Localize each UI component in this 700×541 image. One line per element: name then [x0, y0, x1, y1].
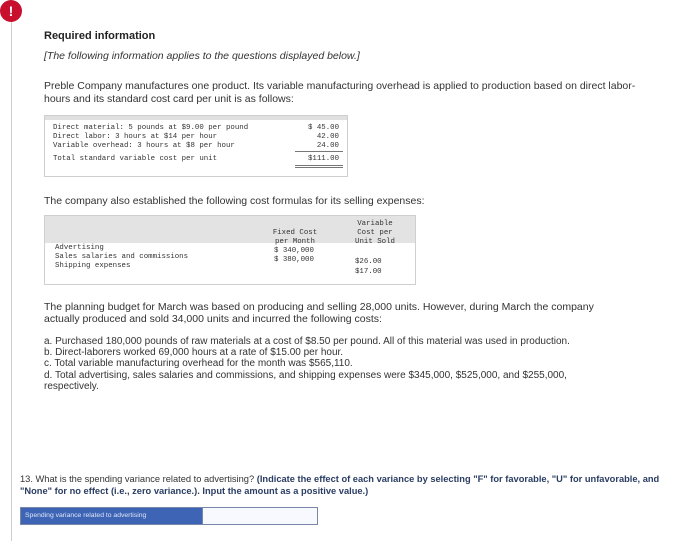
cost-card-amount: 42.00	[316, 133, 339, 141]
selling-row-label: Sales salaries and commissions	[55, 253, 189, 261]
alert-icon: !	[0, 0, 22, 22]
question-text	[20, 474, 660, 497]
actual-costs-list	[44, 336, 624, 392]
selling-row-variable: $17.00	[355, 268, 382, 276]
selling-row-label: Advertising	[55, 244, 104, 252]
cost-card-label: Total standard variable cost per unit	[53, 155, 218, 163]
cost-card-header	[45, 116, 347, 120]
col-fixed-header: Fixed Cost	[272, 229, 318, 237]
selling-row-variable: $26.00	[355, 258, 382, 266]
selling-row-fixed: $ 340,000	[274, 247, 314, 255]
spending-variance-input[interactable]	[202, 508, 317, 524]
subtotal-rule	[295, 151, 343, 152]
response-row	[20, 507, 318, 525]
col-variable-header: Cost per	[357, 229, 393, 237]
col-fixed-header: per Month	[275, 238, 315, 246]
col-variable-header: Unit Sold	[355, 238, 395, 246]
col-variable-header: Variable	[357, 220, 393, 228]
planning-paragraph: The planning budget for March was based on producing and selling 28,000 units. However, during March the company actually produced and sold 34,000 units and incurred the following costs:	[44, 301, 594, 325]
list-item: b. Direct-laborers worked 69,000 hours at a rate of $15.00 per hour.	[44, 347, 344, 359]
cost-card-label: Variable overhead: 3 hours at $8 per hour	[53, 142, 235, 150]
standard-cost-card	[44, 115, 348, 177]
selling-heading: The company also established the following cost formulas for its selling expenses:	[44, 195, 425, 207]
cost-card-amount: $ 45.00	[307, 124, 339, 132]
list-item: a. Purchased 180,000 pounds of raw materials at a cost of $8.50 per pound. All of this material was used in production.	[44, 336, 570, 347]
problem-paragraph: Preble Company manufactures one product. Its variable manufacturing overhead is applied to production based on direct labor-hours and its standard cost card per unit is as follows:	[44, 80, 636, 105]
selling-row-label: Shipping expenses	[55, 262, 131, 270]
list-item: c. Total variable manufacturing overhead for the month was $565,110.	[44, 358, 353, 370]
question-prefix: 13. What is the spending variance related to advertising?	[20, 474, 255, 484]
cost-card-amount: $111.00	[307, 155, 339, 163]
cost-card-label: Direct labor: 3 hours at $14 per hour	[53, 133, 218, 141]
question-instruction: (Indicate the effect of each variance by selecting "F" for favorable, "U" for unfavorable, and "None" for no effect (i.e., zero variance.). Input the amount as a positive value.)	[20, 474, 660, 496]
cost-card-amount: 24.00	[316, 142, 339, 150]
intro-note: [The following information applies to the questions displayed below.]	[44, 50, 360, 62]
selling-expense-table	[44, 215, 416, 285]
list-item: d. Total advertising, sales salaries and commissions, and shipping expenses were $345,000, $525,000, and $255,000, respectively.	[44, 369, 567, 392]
selling-row-fixed: $ 380,000	[274, 256, 314, 264]
response-label: Spending variance related to advertising	[21, 508, 202, 524]
cost-card-label: Direct material: 5 pounds at $9.00 per pound	[53, 124, 249, 132]
total-rule	[295, 165, 343, 166]
left-divider	[11, 0, 12, 541]
section-heading: Required information	[44, 30, 156, 42]
total-double-rule	[295, 167, 343, 168]
